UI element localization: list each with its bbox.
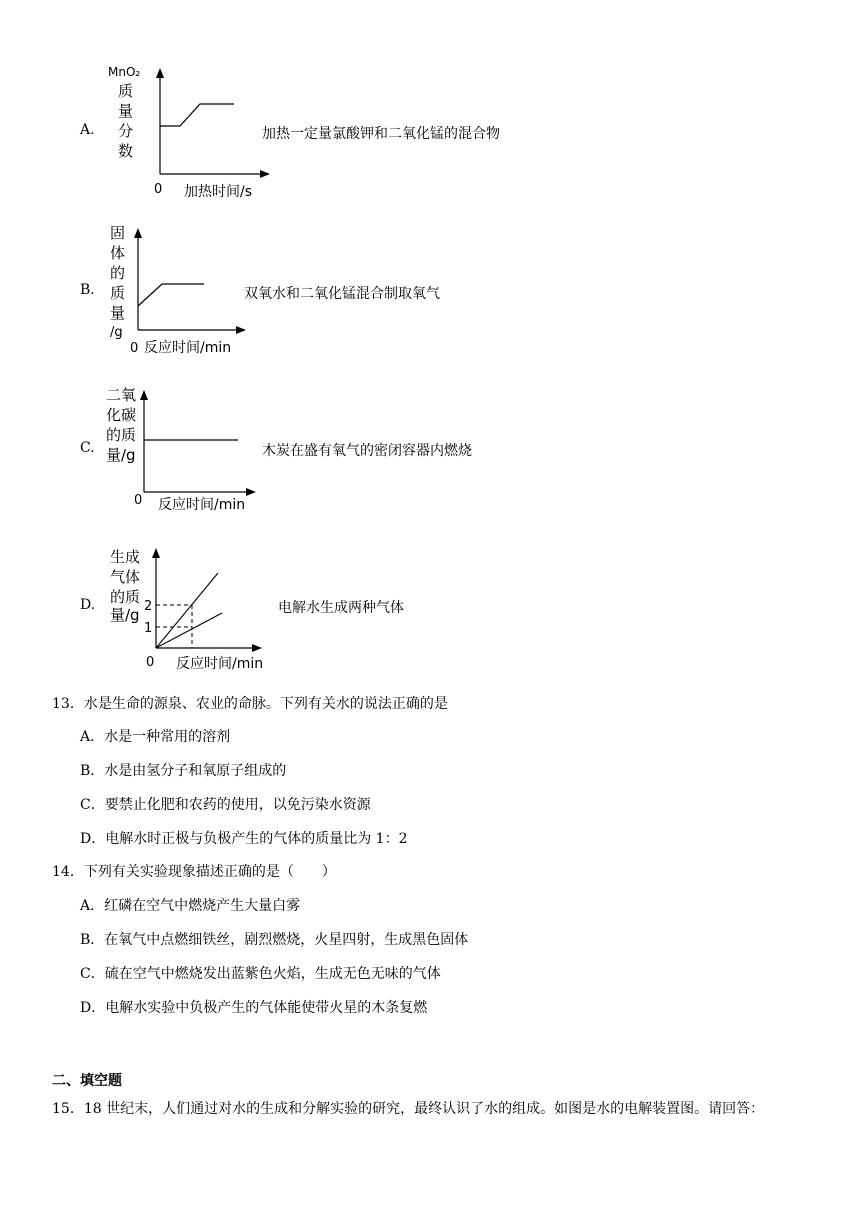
q14-choice-d[interactable]: D．电解水实验中负极产生的气体能使带火星的木条复燃	[80, 1000, 428, 1016]
graph-d-x-label: 反应时间/min	[176, 656, 264, 672]
option-b-letter: B.	[80, 282, 95, 298]
graph-a-y-label-1: 质	[118, 82, 134, 100]
option-a-letter: A.	[80, 122, 95, 138]
graph-b-origin: 0	[130, 341, 139, 356]
section-heading: 二、填空题	[52, 1073, 122, 1089]
option-b-description: 双氧水和二氧化锰混合制取氧气	[244, 286, 440, 302]
graph-c-y-label-4: 量/g	[106, 446, 136, 464]
graph-a-x-arrow	[260, 170, 270, 178]
q13-choice-b[interactable]: B．水是由氢分子和氧原子组成的	[80, 763, 287, 779]
q14-choice-b[interactable]: B．在氧气中点燃细铁丝，剧烈燃烧，火星四射，生成黑色固体	[80, 932, 469, 948]
graph-d-y-label-1: 生成	[110, 548, 141, 566]
graph-b-y-arrow	[134, 228, 142, 238]
graph-c-x-arrow	[246, 488, 256, 496]
q13-choice-c[interactable]: C．要禁止化肥和农药的使用，以免污染水资源	[80, 797, 371, 813]
option-a-description: 加热一定量氯酸钾和二氧化锰的混合物	[262, 126, 500, 142]
graph-b-x-arrow	[236, 326, 246, 334]
graph-a-x-label: 加热时间/s	[184, 184, 253, 200]
graph-a-curve	[160, 104, 234, 126]
option-d-description: 电解水生成两种气体	[278, 600, 404, 616]
q14-choice-a[interactable]: A．红磷在空气中燃烧产生大量白雾	[80, 898, 301, 914]
q13-stem: 13．水是生命的源泉、农业的命脉。下列有关水的说法正确的是	[52, 696, 448, 712]
q13-choice-a[interactable]: A．水是一种常用的溶剂	[80, 729, 231, 745]
graph-b-x-label: 反应时间/min	[144, 340, 232, 356]
graph-d-y-label-4: 量/g	[110, 606, 140, 624]
q14-choice-c[interactable]: C．硫在空气中燃烧发出蓝紫色火焰，生成无色无味的气体	[80, 966, 441, 982]
graph-c-x-label: 反应时间/min	[158, 497, 246, 513]
graph-c-y-label-2: 化碳	[106, 406, 137, 424]
graph-d-tick-2: 2	[144, 599, 153, 614]
graph-c-origin: 0	[134, 493, 143, 508]
option-d-letter: D.	[80, 597, 96, 613]
graph-b-y-label-4: 质	[110, 284, 126, 302]
q15-stem: 15．18 世纪末，人们通过对水的生成和分解实验的研究，最终认识了水的组成。如图是水的电解装置图。请回答：	[52, 1101, 765, 1117]
graph-a-y-label-4: 数	[118, 142, 134, 160]
graph-d-origin: 0	[146, 655, 155, 670]
option-c-letter: C.	[80, 440, 95, 456]
option-c-description: 木炭在盛有氧气的密闭容器内燃烧	[262, 443, 472, 459]
graph-d-tick-1: 1	[144, 621, 153, 636]
graph-d-x-arrow	[252, 644, 262, 652]
graph-d	[100, 540, 270, 674]
graph-b-curve	[138, 284, 204, 306]
graph-b-y-label-3: 的	[110, 264, 126, 282]
graph-c	[100, 382, 260, 514]
q14-stem: 14．下列有关实验现象描述正确的是（ ）	[52, 864, 336, 880]
graph-b	[100, 222, 260, 358]
graph-a-origin: 0	[154, 182, 163, 197]
graph-a	[100, 62, 270, 202]
graph-c-y-label-3: 的质	[106, 426, 137, 444]
graph-a-y-label-2: 量	[118, 102, 134, 120]
graph-d-y-label-2: 气体	[110, 568, 141, 586]
graph-a-y-arrow	[156, 68, 164, 78]
graph-c-y-arrow	[140, 390, 148, 400]
graph-c-y-label-1: 二氧	[106, 386, 137, 404]
graph-b-y-label-5: 量	[110, 304, 126, 322]
graph-b-y-label-6: /g	[110, 325, 123, 340]
graph-a-y-label-3: 分	[118, 122, 134, 140]
graph-d-y-arrow	[152, 548, 160, 558]
graph-d-line-steep	[156, 573, 218, 648]
graph-d-line-shallow	[156, 613, 222, 648]
graph-b-y-label-1: 固	[110, 224, 126, 242]
q13-choice-d[interactable]: D．电解水时正极与负极产生的气体的质量比为 1：2	[80, 831, 408, 847]
graph-a-y-label-top: MnO₂	[108, 65, 141, 79]
graph-b-y-label-2: 体	[110, 244, 126, 262]
graph-d-y-label-3: 的质	[110, 588, 141, 606]
